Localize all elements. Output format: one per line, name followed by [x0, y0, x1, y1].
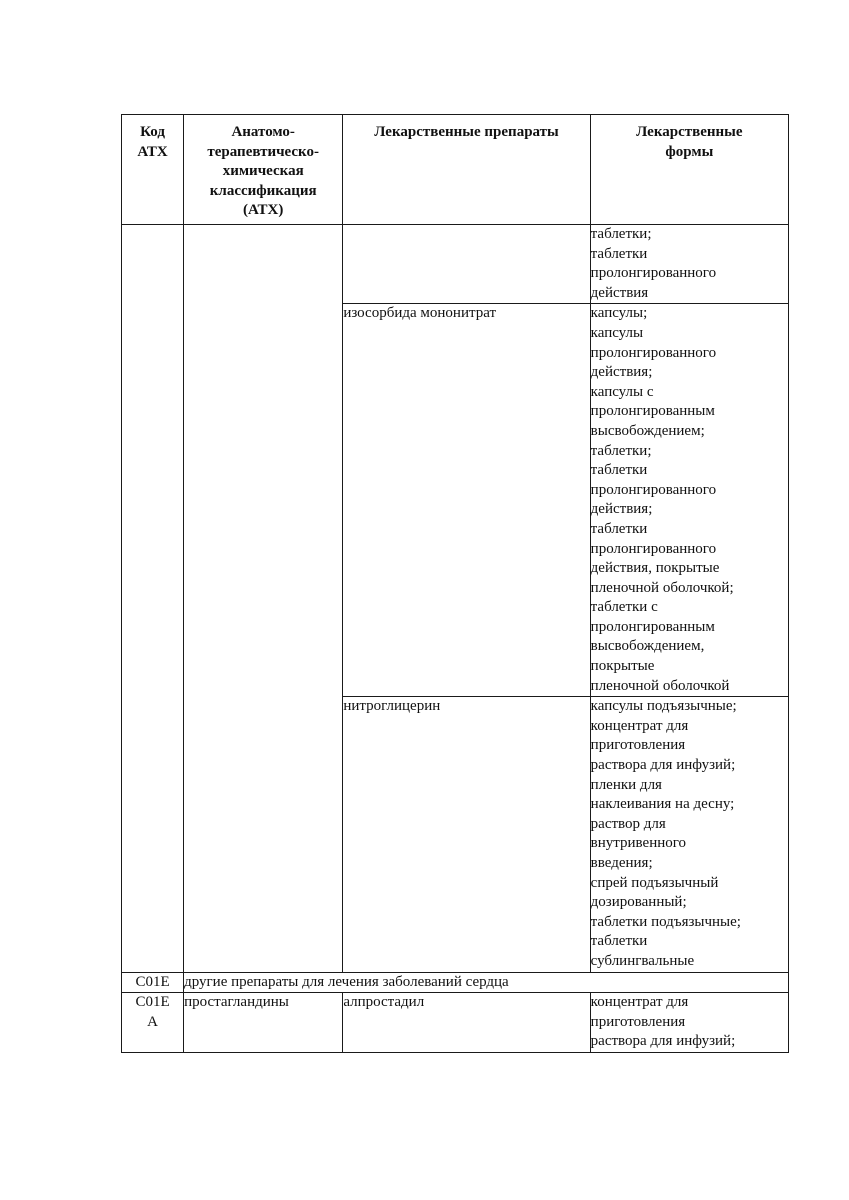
forms-cell: таблетки; таблетки пролонгированного действия [590, 225, 788, 304]
header-drugs: Лекарственные препараты [343, 115, 590, 225]
code-cell-empty [122, 225, 184, 973]
forms-cell: капсулы подъязычные; концентрат для приготовления раствора для инфузий; пленки для наклеивания на десну; раствор для внутривенного введения; спрей подъязычный дозированный; таблетки подъязычные; таблетки сублингвальные [590, 697, 788, 972]
table-row-group [122, 972, 789, 993]
classification-cell: простагландины [184, 993, 343, 1053]
forms-cell: концентрат для приготовления раствора для инфузий; [590, 993, 788, 1053]
table-row [122, 993, 789, 1053]
header-code: Код АТХ [122, 115, 184, 225]
drug-name-cell: алпростадил [343, 993, 590, 1053]
drug-cell-empty [343, 225, 590, 304]
header-forms: Лекарственные формы [590, 115, 788, 225]
drug-name-cell: нитроглицерин [343, 697, 590, 972]
group-name-cell: другие препараты для лечения заболеваний сердца [184, 972, 789, 993]
header-classification: Анатомо- терапевтическо- химическая классификация (АТХ) [184, 115, 343, 225]
group-code-cell: C01E [122, 972, 184, 993]
atx-drug-table [121, 114, 789, 1053]
code-cell: C01E A [122, 993, 184, 1053]
forms-cell: капсулы; капсулы пролонгированного действия; капсулы с пролонгированным высвобождением; таблетки; таблетки пролонгированного действия; таблетки пролонгированного действия, покрытые пленочной оболочкой; таблетки с пролонгированным высвобождением, покрытые пленочной оболочкой [590, 304, 788, 697]
drug-name-cell: изосорбида мононитрат [343, 304, 590, 697]
table-header-row [122, 115, 789, 225]
table-row [122, 225, 789, 304]
classification-cell-empty [184, 225, 343, 973]
